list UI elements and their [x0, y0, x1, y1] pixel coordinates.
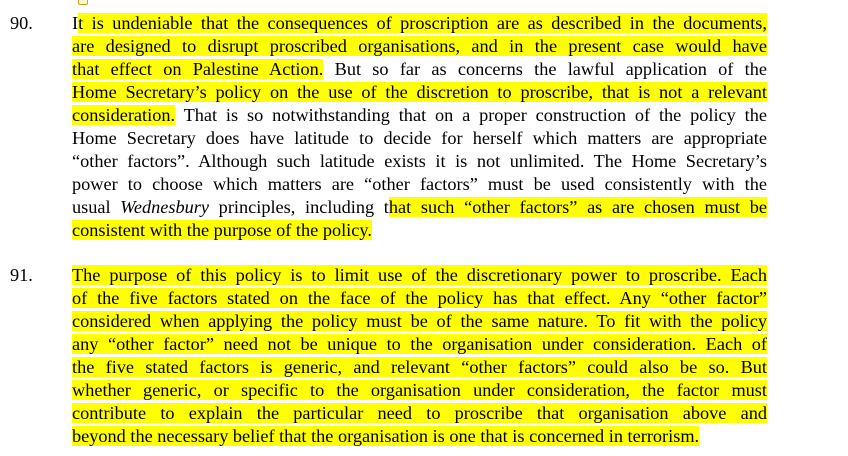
highlighted-text: consistent with the purpose of the policy. — [72, 220, 372, 240]
text-line — [72, 104, 767, 127]
paragraph-body — [72, 12, 767, 242]
text-line — [72, 81, 767, 104]
text-line — [72, 150, 767, 173]
text-run: power to choose which matters are “other factors” must be used consistently with the — [72, 174, 767, 194]
highlighted-text: t is undeniable that the consequences of proscription are as described in the documents, — [78, 13, 767, 33]
text-line — [72, 356, 767, 379]
paragraph-number: 90. — [10, 13, 33, 33]
highlighted-text: The purpose of this policy is to limit use of the discretionary power to proscribe. Each — [72, 265, 767, 285]
text-run: Wednesbury — [120, 197, 209, 217]
highlighted-text: that effect on Palestine Action. — [72, 59, 324, 79]
text-line — [72, 196, 767, 219]
highlighted-text: are designed to disrupt proscribed organisations, and in the present case would have — [72, 36, 767, 56]
text-line — [72, 58, 767, 81]
text-line — [72, 379, 767, 402]
comment-icon[interactable] — [78, 0, 88, 5]
text-line — [72, 287, 767, 310]
highlighted-text: of the five factors stated on the face of the policy has that effect. Any “other factor” — [72, 288, 767, 308]
text-run: Home Secretary does have latitude to decide for herself which matters are appropriate — [72, 128, 767, 148]
text-line — [72, 173, 767, 196]
highlighted-text: the five stated factors is generic, and relevant “other factors” could also be so. But — [72, 357, 767, 377]
text-line — [72, 12, 767, 35]
highlighted-text: whether generic, or specific to the organisation under consideration, the factor must — [72, 380, 767, 400]
text-line — [72, 35, 767, 58]
text-run: But so far as concerns the lawful application of the — [323, 59, 767, 79]
text-line — [72, 402, 767, 425]
highlighted-text: beyond the necessary belief that the organisation is one that is concerned in terrorism. — [72, 426, 700, 446]
text-line — [72, 333, 767, 356]
text-line — [72, 310, 767, 333]
text-run: usual — [72, 197, 121, 217]
text-line — [72, 219, 767, 242]
text-run: “other factors”. Although such latitude exists it is not unlimited. The Home Secretary’s — [72, 151, 767, 171]
paragraph-body — [72, 264, 767, 448]
text-run: principles, including t — [208, 197, 389, 217]
highlighted-text: any “other factor” need not be unique to the organisation under consideration. Each of — [72, 334, 767, 354]
highlighted-text: consideration. — [72, 105, 176, 125]
text-run: That is so notwithstanding that on a proper construction of the policy the — [175, 105, 767, 125]
highlighted-text: hat such “other factors” as are chosen must be — [388, 197, 767, 217]
text-line — [72, 127, 767, 150]
paragraph-number: 91. — [10, 265, 33, 285]
highlighted-text: contribute to explain the particular need to proscribe that organisation above and — [72, 403, 767, 423]
highlighted-text: Home Secretary’s policy on the use of the discretion to proscribe, that is not a relevant — [72, 82, 767, 102]
text-line — [72, 264, 767, 287]
highlighted-text: considered when applying the policy must be of the same nature. To fit with the policy — [72, 311, 767, 331]
text-run: I — [72, 13, 79, 33]
text-line — [72, 425, 767, 448]
